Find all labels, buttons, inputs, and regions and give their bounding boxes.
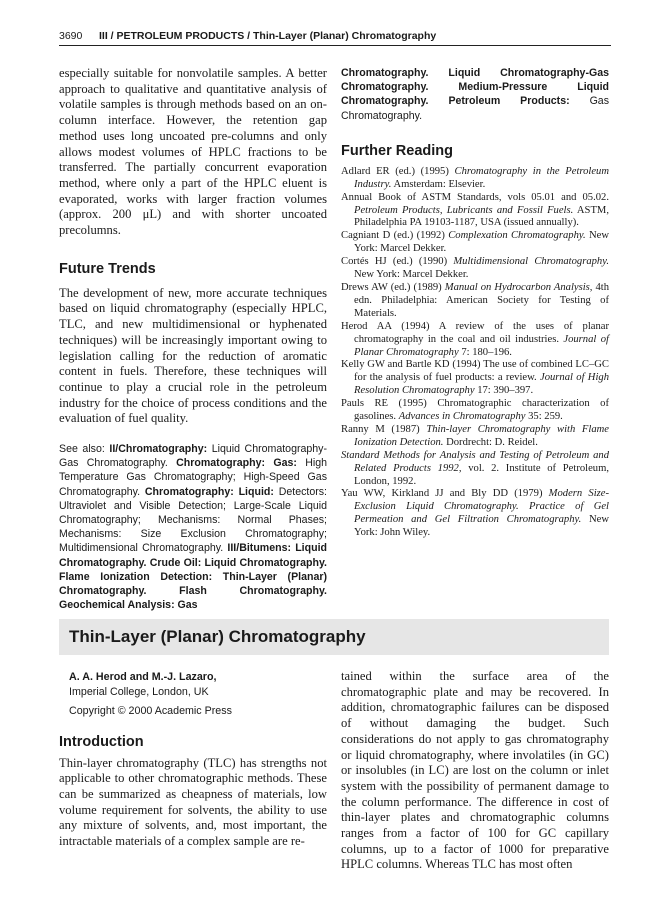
reference-segment: Herod AA (1994) A review of the uses of planar chromatography in the coal and oil industries.	[341, 320, 609, 345]
reference-segment: Modern Size-Exclusion Liquid Chromatography. Practice of Gel Permeation and Gel Filtration Chromatography.	[354, 488, 609, 526]
reference-segment: New York: John Wiley.	[354, 514, 610, 539]
reference-item	[341, 359, 609, 398]
reference-segment: New York: Marcel Dekker.	[354, 269, 469, 281]
upper-left-column	[59, 66, 327, 613]
introduction-paragraph-right: tained within the surface area of the chromatographic plate and may be recovered. In addition, chromatographic failures can be disposed of without damaging the budget. Such considerations do not apply to gas chromatography or liquid chromatography, where involatiles (in GC) or insolubles (in LC) are lost on the column or inlet system with the possibility of permanent damage to the column performance. The difference in cost of thin-layer plates and chromatographic columns ranges from a factor of 100 for GC capillary columns, up to a factor of 1000 for preparative HPLC columns. Whereas TLC has most often	[341, 669, 609, 872]
reference-segment: Journal of High Resolution Chromatography	[354, 372, 609, 397]
reference-segment: Advances in Chromatography	[398, 411, 526, 423]
reference-item	[341, 192, 609, 231]
see-also-segment: Liquid Chromatography-Gas Chromatography.	[59, 443, 327, 470]
reference-item	[341, 230, 609, 256]
copyright-notice: Copyright © 2000 Academic Press	[69, 705, 232, 717]
reference-item	[341, 282, 609, 321]
running-header	[59, 27, 611, 46]
reference-segment: Kelly GW and Bartle KD (1994) The use of combined LC–GC for the analysis of fuel products: a review.	[341, 359, 609, 384]
reference-segment: 7: 180–196.	[458, 346, 512, 358]
reference-segment: Annual Book of ASTM Standards, vols 05.01 and 05.02.	[341, 191, 609, 203]
reference-segment: Adlard ER (ed.) (1995)	[341, 165, 455, 177]
see-also-segment: Chromatography: Liquid:	[144, 485, 274, 498]
reference-segment: 4th edn. Philadelphia: American Society for Testing of Materials.	[354, 281, 610, 319]
see-also-segment: Gas Chromatography.	[341, 95, 609, 122]
see-also-block	[59, 442, 327, 612]
reference-segment: Chromatography in the Petroleum Industry.	[354, 165, 610, 190]
reference-segment: Cortés HJ (ed.) (1990)	[341, 256, 454, 268]
see-also-segment: III/Bitumens: Liquid Chromatography. Crude Oil: Liquid Chromatography. Flame Ionization Detection: Thin-Layer (Planar) Chromatography. Flash Chromatography. Geochemical Analysis: Gas	[59, 542, 327, 612]
reference-segment: Petroleum Products, Lubricants and Fossil Fuels.	[354, 204, 574, 216]
reference-item	[341, 166, 609, 192]
running-title: III / PETROLEUM PRODUCTS / Thin-Layer (Planar) Chromatography	[99, 30, 437, 42]
reference-segment: Yau WW, Kirkland JJ and Bly DD (1979)	[341, 488, 549, 500]
reference-segment: Pauls RE (1995) Chromatographic characterization of gasolines.	[341, 398, 609, 423]
reference-segment: New York: Marcel Dekker.	[354, 230, 610, 255]
see-also-segment: II/Chromatography:	[109, 443, 208, 456]
reference-item	[341, 321, 609, 360]
reference-segment: Thin-layer Chromatography with Flame Ionization Detection.	[354, 423, 609, 448]
author-block	[59, 670, 327, 719]
reference-item	[341, 488, 609, 540]
see-also-segment: Detectors: Ultraviolet and Visible Detection; Large-Scale Liquid Chromatography; Mechanisms: Normal Phases; Mechanisms: Size Exclusion Chromatography; Multidimensional Chromatography.	[59, 485, 327, 555]
reference-item	[341, 450, 609, 489]
reference-segment: Drews AW (ed.) (1989)	[341, 281, 445, 293]
reference-list	[341, 166, 609, 540]
reference-item	[341, 256, 609, 282]
see-also-continued	[341, 66, 609, 123]
introduction-paragraph-left: Thin-layer chromatography (TLC) has strengths not applicable to other chromatographic methods. These can be summarized as cheapness of materials, low volume requirement for solvents, the ability to use any mixture of solvents, and, most important, the intractable materials of a complex sample are re-	[59, 755, 327, 849]
reference-segment: 35: 259.	[525, 411, 563, 423]
reference-segment: Standard Methods for Analysis and Testing of Petroleum and Related Products 1992,	[341, 449, 609, 474]
article-title: Thin-Layer (Planar) Chromatography	[69, 627, 366, 646]
see-also-segment: See also:	[59, 443, 110, 456]
page-number: 3690	[59, 30, 83, 42]
reference-segment: Manual on Hydrocarbon Analysis,	[444, 281, 593, 293]
see-also-segment: High Temperature Gas Chromatography; High-Speed Gas Chromatography.	[59, 457, 327, 498]
reference-item	[341, 398, 609, 424]
authors: A. A. Herod and M.-J. Lazaro,	[69, 671, 217, 683]
reference-segment: 17: 390–397.	[474, 385, 534, 397]
reference-segment: vol. 2. Institute of Petroleum, London, 1992.	[354, 462, 609, 487]
reference-segment: Multidimensional Chromatography.	[453, 256, 609, 268]
see-also-segment: Chromatography: Gas:	[176, 457, 297, 470]
reference-segment: Amsterdam: Elsevier.	[391, 178, 486, 190]
lower-right-column	[341, 669, 609, 873]
reference-segment: Complexation Chromatography.	[448, 230, 586, 242]
reference-segment: Ranny M (1987)	[341, 423, 427, 435]
future-trends-paragraph: The development of new, more accurate techniques based on liquid chromatography (especially HPLC, TLC, and new multidimensional or hyphenated techniques) will be increasingly important owing to legislation calling for the reduction of aromatic content in fuels. Therefore, these techniques will continue to play a crucial role in the petroleum industry for the choice of process conditions and the evaluation of fuel quality.	[59, 285, 327, 426]
introduction-heading: Introduction	[59, 733, 144, 750]
affiliation: Imperial College, London, UK	[69, 685, 209, 698]
further-reading-heading: Further Reading	[341, 142, 453, 159]
upper-right-column	[341, 66, 609, 540]
reference-segment: Journal of Planar Chromatography	[354, 333, 609, 358]
article-title-bar	[59, 619, 609, 655]
see-also-segment: Chromatography. Liquid Chromatography-Gas Chromatography. Medium-Pressure Liquid Chromatography. Petroleum Products:	[341, 67, 609, 108]
reference-segment: Dordrecht: D. Reidel.	[443, 436, 538, 448]
future-trends-heading: Future Trends	[59, 260, 156, 277]
reference-item	[341, 424, 609, 450]
reference-segment: ASTM, Philadelphia PA 19103-1187, USA (issued annually).	[354, 204, 609, 229]
reference-segment: Cagniant D (ed.) (1992)	[341, 230, 449, 242]
lower-left-column	[59, 670, 327, 850]
continuation-paragraph: especially suitable for nonvolatile samples. A better approach to qualitative and quantitative analysis of volatile samples is through methods based on an on-column interface. However, the retention gap method uses long uncoated pre-columns and only allows modest volumes of HPLC fractions to be transferred. The partially concurrent evaporation method, where only a part of the HPLC eluent is evaporated, works with larger fraction volumes (approx. 200 μL) and with shorter uncoated precolumns.	[59, 66, 327, 238]
